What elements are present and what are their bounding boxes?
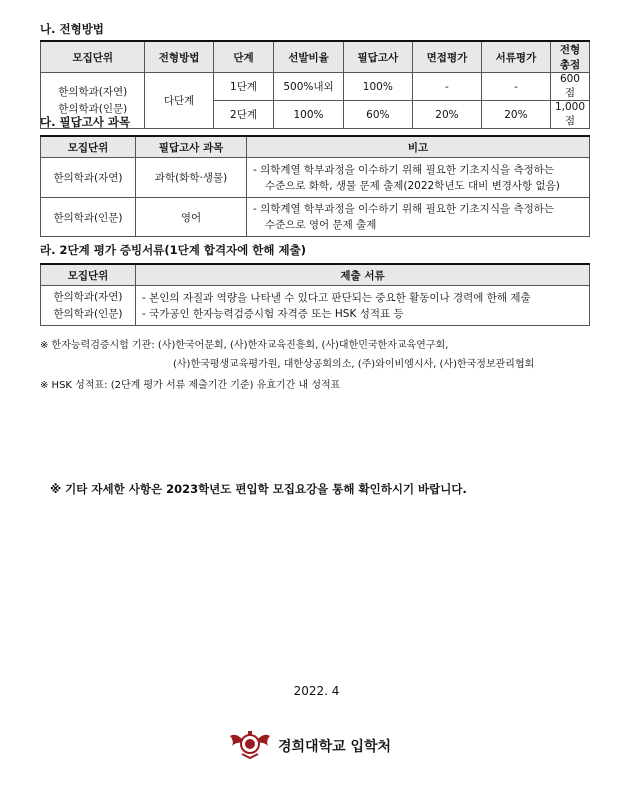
- table-header: 비고: [247, 136, 590, 158]
- remark-line: - 의학계열 학부과정을 이수하기 위해 필요한 기초지식을 측정하는: [253, 203, 555, 215]
- table-cell: 100%: [343, 73, 412, 101]
- note-line-3: ※ HSK 성적표: (2단계 평가 서류 제출기간 기준) 유효기간 내 성적표: [40, 380, 341, 391]
- table-cell: -: [481, 73, 550, 101]
- unit-cell: [41, 286, 136, 326]
- table-cell: 20%: [412, 101, 481, 129]
- university-emblem-icon: [228, 728, 272, 764]
- table-header: 모집단위: [41, 136, 136, 158]
- note-line-2: (사)한국평생교육평가원, 대한상공회의소, (주)와이비엠시사, (사)한국정보관리협회: [173, 359, 535, 370]
- table-cell: -: [412, 73, 481, 101]
- unit-cell: 한의학과(자연): [41, 158, 136, 198]
- subject-cell: 영어: [136, 198, 247, 237]
- table-cell: 2단계: [213, 101, 274, 129]
- section-title-method: 나. 전형방법: [40, 22, 104, 36]
- remark-line: 수준으로 영어 문제 출제: [265, 219, 377, 231]
- table-cell: 600점: [550, 73, 589, 101]
- unit-line: 한의학과(자연): [53, 290, 123, 303]
- table-cell: 20%: [481, 101, 550, 129]
- remark-cell: [247, 198, 590, 237]
- unit-line: 한의학과(인문): [58, 102, 128, 115]
- remark-line: 수준으로 화학, 생물 문제 출제(2022학년도 대비 변경사항 없음): [265, 179, 560, 192]
- subject-cell: 과학(화학·생물): [136, 158, 247, 198]
- table-header: 전형총점: [550, 41, 589, 73]
- method-cell: 다단계: [145, 73, 213, 129]
- table-cell: 60%: [343, 101, 412, 129]
- table-cell: 500%내외: [274, 73, 343, 101]
- publish-date: 2022. 4: [293, 684, 340, 698]
- written-exam-table: [40, 135, 590, 237]
- table-header: 서류평가: [481, 41, 550, 73]
- table-header: 면접평가: [412, 41, 481, 73]
- unit-line: 한의학과(자연): [58, 85, 128, 98]
- table-cell: 100%: [274, 101, 343, 129]
- table-header: 모집단위: [41, 41, 145, 73]
- document-line: - 국가공인 한자능력검증시험 자격증 또는 HSK 성적표 등: [142, 307, 404, 320]
- remark-line: - 의학계열 학부과정을 이수하기 위해 필요한 기초지식을 측정하는: [253, 163, 555, 176]
- table-header: 전형방법: [145, 41, 213, 73]
- footer-note: ※ 기타 자세한 사항은 2023학년도 편입학 모집요강을 통해 확인하시기 바랍니다.: [50, 482, 467, 496]
- documents-cell: [136, 286, 590, 326]
- table-header: 모집단위: [41, 264, 136, 286]
- document-line: - 본인의 자질과 역량을 나타낼 수 있다고 판단되는 중요한 활동이나 경력에 한해 제출: [142, 291, 531, 304]
- table-header: 제출 서류: [136, 264, 590, 286]
- table-header: 선발비율: [274, 41, 343, 73]
- table-cell: 1단계: [213, 73, 274, 101]
- unit-line: 한의학과(인문): [53, 307, 123, 320]
- section-title-written-exam: 다. 필답고사 과목: [40, 115, 131, 129]
- university-name: 경희대학교 입학처: [278, 739, 392, 755]
- table-header: 필답고사 과목: [136, 136, 247, 158]
- university-logo: [228, 728, 391, 764]
- section-title-documents: 라. 2단계 평가 증빙서류(1단계 합격자에 한해 제출): [40, 243, 306, 257]
- table-header: 단계: [213, 41, 274, 73]
- table-cell: 1,000점: [550, 101, 589, 129]
- unit-cell: 한의학과(인문): [41, 198, 136, 237]
- documents-table: [40, 263, 590, 326]
- table-header: 필답고사: [343, 41, 412, 73]
- note-line-1: ※ 한자능력검증시험 기관: (사)한국어문회, (사)한자교육진흥회, (사)대한민국한자교육연구회,: [40, 340, 449, 351]
- remark-cell: [247, 158, 590, 198]
